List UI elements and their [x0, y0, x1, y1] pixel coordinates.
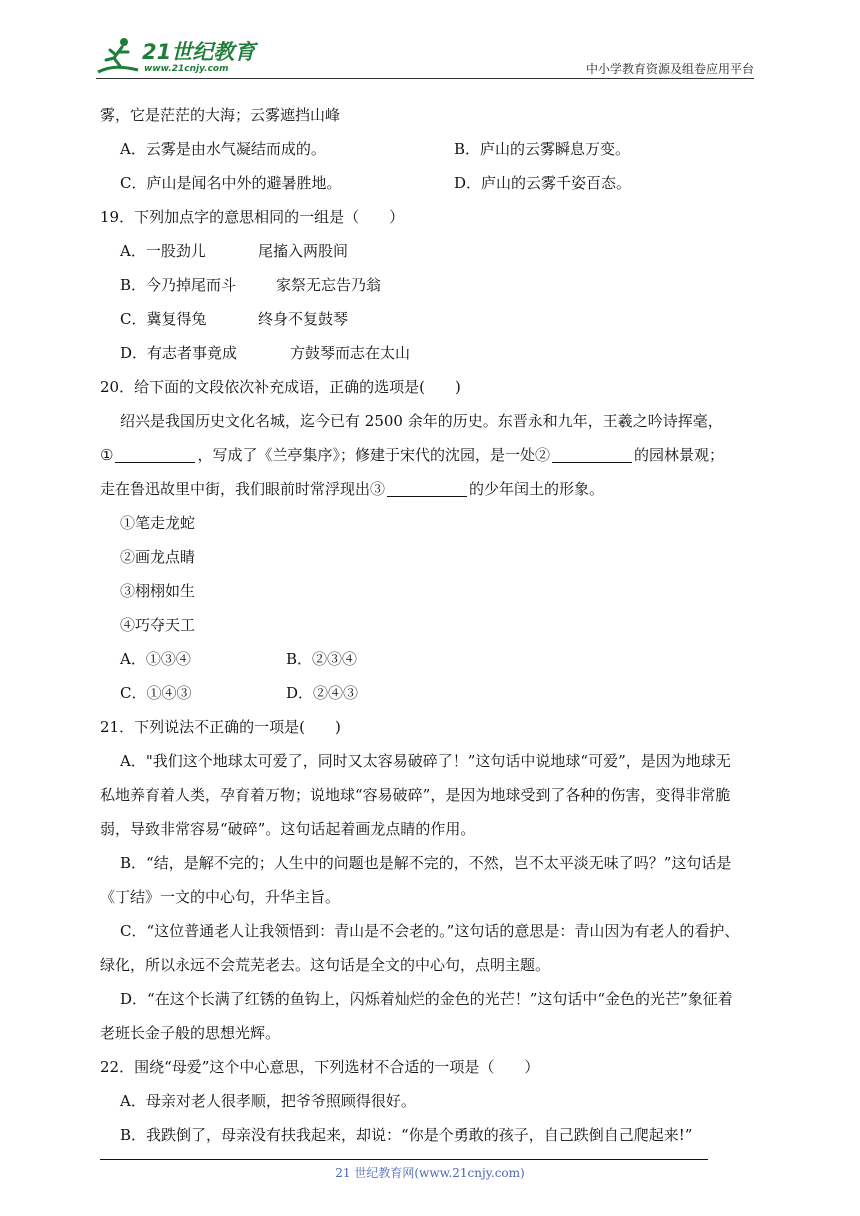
- header-divider: [96, 78, 754, 79]
- q19-option-c-second: 终身不复鼓琴: [258, 310, 349, 328]
- q18-option-a: A．云雾是由水气凝结而成的。: [120, 140, 326, 158]
- q20-passage-text-5: 的少年闰土的形象。: [469, 480, 605, 498]
- q20-blank-3: [387, 481, 467, 497]
- q20-passage-line-1: 绍兴是我国历史文化名城，迄今已有 2500 余年的历史。东晋永和九年，王羲之吟诗挥毫，: [120, 412, 723, 430]
- q20-passage-line-3: [100, 478, 604, 499]
- brand-name: 21世纪教育: [142, 40, 256, 64]
- q18-option-d: D．庐山的云雾千姿百态。: [454, 174, 632, 192]
- q22-option-a: A．母亲对老人很孝顺，把爷爷照顾得很好。: [120, 1092, 416, 1110]
- q22-option-b: B．我跌倒了，母亲没有扶我起来，却说：“你是个勇敢的孩子，自己跌倒自己爬起来!”: [120, 1126, 693, 1144]
- q20-passage-text-4: 走在鲁迅故里中街，我们眼前时常浮现出③: [100, 480, 386, 498]
- q19-option-a: A．一股劲儿: [120, 242, 206, 260]
- q19-option-a-second: 尾搐入两股间: [258, 242, 349, 260]
- q21-option-d-line-2: 老班长金子般的思想光辉。: [100, 1024, 281, 1042]
- q21-stem: 21．下列说法不正确的一项是( ): [100, 718, 341, 736]
- q19-option-c: C．冀复得兔: [120, 310, 207, 328]
- runner-icon: [96, 36, 140, 76]
- q20-option-b: B．②③④: [286, 650, 358, 668]
- brand-url: www.21cnjy.com: [144, 64, 229, 74]
- q20-stem: 20．给下面的文段依次补充成语，正确的选项是( ): [100, 378, 461, 396]
- footer-divider: [100, 1159, 708, 1160]
- site-logo: [96, 34, 266, 78]
- q19-option-b-second: 家祭无忘告乃翁: [276, 276, 382, 294]
- q20-passage-text-2: ，写成了《兰亭集序》；修建于宋代的沈园，是一处②: [197, 446, 550, 464]
- q20-option-d: D．②④③: [286, 684, 359, 702]
- page-footer: 21 世纪教育网(www.21cnjy.com): [335, 1166, 525, 1180]
- q19-option-d: D．有志者事竟成: [120, 344, 238, 362]
- q21-option-d-line-1: D．“在这个长满了红锈的鱼钩上，闪烁着灿烂的金色的光芒！”这句话中“金色的光芒”象征着: [120, 990, 733, 1008]
- q20-idiom-4: ④巧夺天工: [120, 616, 196, 634]
- q21-option-a-line-2: 私地养育着人类，孕育着万物；说地球“容易破碎”，是因为地球受到了各种的伤害，变得非常脆: [100, 786, 731, 804]
- q20-idiom-3: ③栩栩如生: [120, 582, 196, 600]
- q21-option-c-line-1: C．“这位普通老人让我领悟到：青山是不会老的。”这句话的意思是：青山因为有老人的看护、: [120, 922, 740, 940]
- page-header: [0, 0, 860, 82]
- q21-option-c-line-2: 绿化，所以永远不会荒芜老去。这句话是全文的中心句，点明主题。: [100, 956, 551, 974]
- q19-stem: 19．下列加点字的意思相同的一组是（ ）: [100, 208, 405, 226]
- q18-continuation: 雾，它是茫茫的大海；云雾遮挡山峰: [100, 106, 341, 124]
- q20-passage-line-2: [100, 444, 724, 465]
- q18-option-b: B．庐山的云雾瞬息万变。: [454, 140, 631, 158]
- q21-option-a-line-1: A．"我们这个地球太可爱了，同时又太容易破碎了！”这句话中说地球“可爱”，是因为地球无: [120, 752, 731, 770]
- q19-option-d-second: 方鼓琴而志在太山: [290, 344, 411, 362]
- q22-stem: 22．围绕“母爱”这个中心意思，下列选材不合适的一项是（ ）: [100, 1058, 540, 1076]
- q20-option-c: C．①④③: [120, 684, 192, 702]
- q18-option-c: C．庐山是闻名中外的避暑胜地。: [120, 174, 342, 192]
- q20-passage-text-3: 的园林景观；: [633, 446, 724, 464]
- q20-idiom-1: ①笔走龙蛇: [120, 514, 196, 532]
- q20-blank-2: [552, 447, 632, 463]
- q20-option-a: A．①③④: [120, 650, 191, 668]
- q20-idiom-2: ②画龙点睛: [120, 548, 196, 566]
- q21-option-b-line-1: B．“结，是解不完的；人生中的问题也是解不完的，不然，岂不太平淡无味了吗？”这句话是: [120, 854, 732, 872]
- platform-title: 中小学教育资源及组卷应用平台: [585, 62, 754, 76]
- q20-blank-1: [115, 447, 195, 463]
- q21-option-b-line-2: 《丁结》一文的中心句，升华主旨。: [100, 888, 341, 906]
- q20-blank-1-marker: ①: [100, 446, 114, 464]
- q21-option-a-line-3: 弱，导致非常容易“破碎”。这句话起着画龙点睛的作用。: [100, 820, 476, 838]
- q19-option-b: B．今乃掉尾而斗: [120, 276, 237, 294]
